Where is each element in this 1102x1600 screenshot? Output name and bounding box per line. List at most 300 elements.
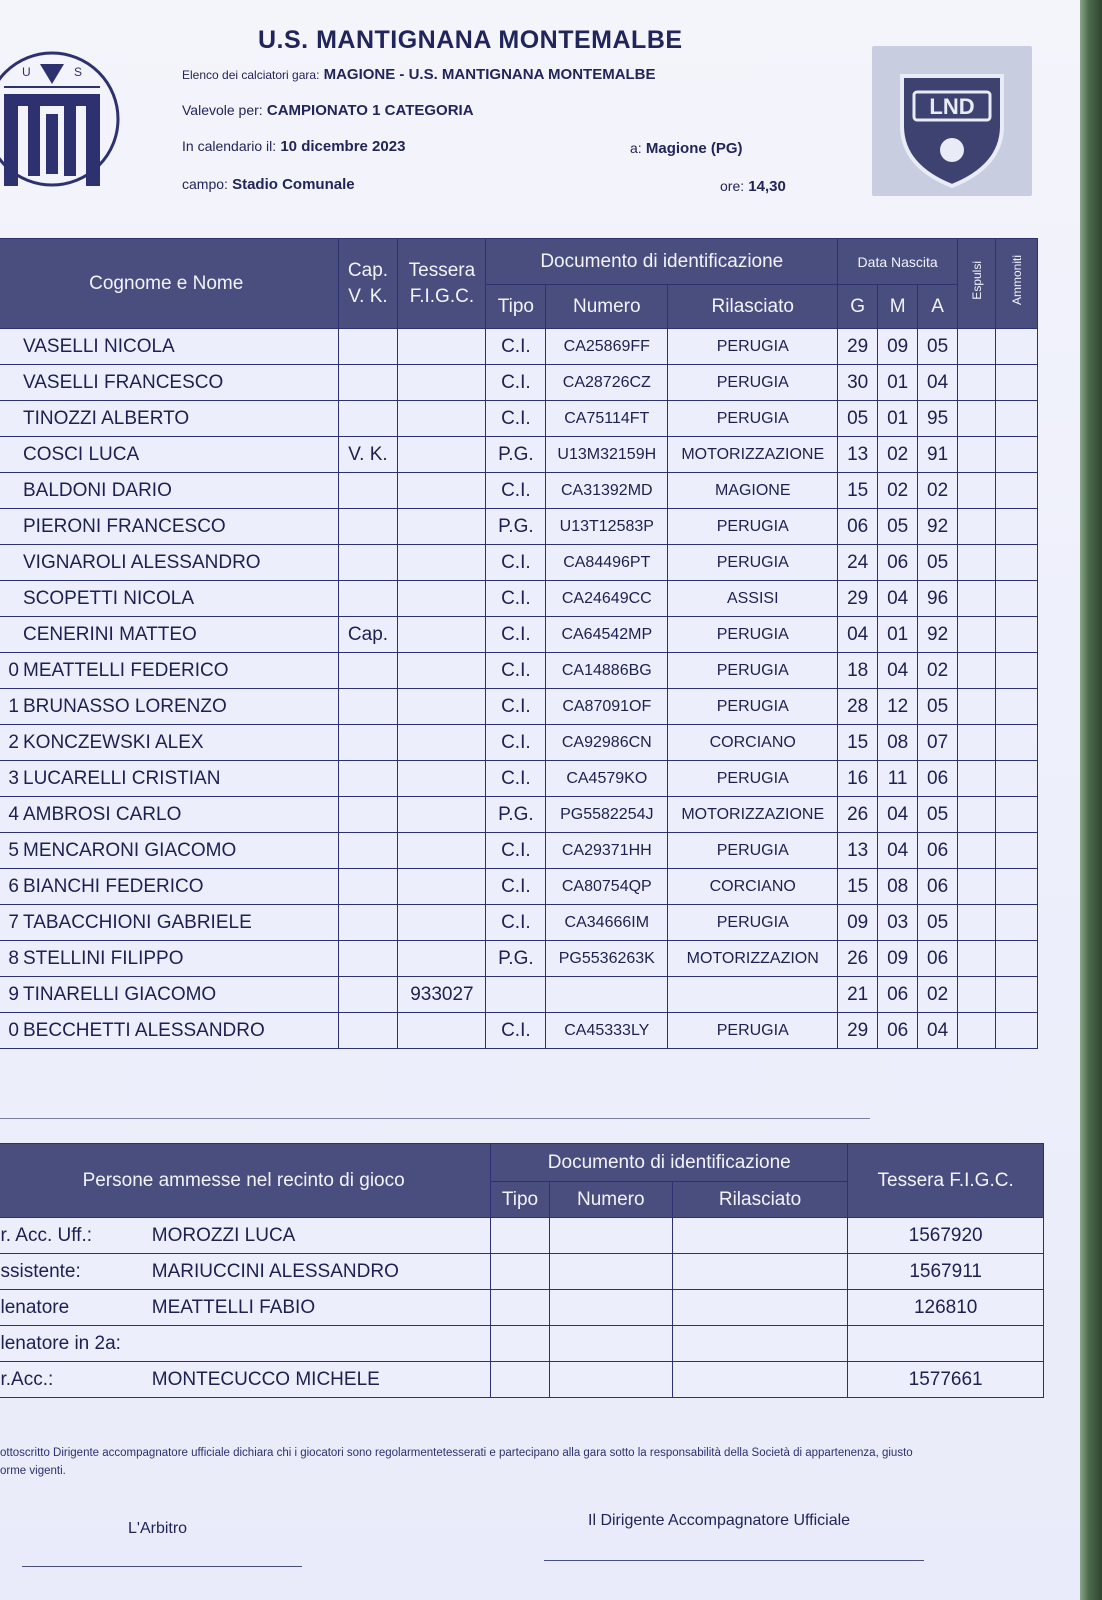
espulsi-cell xyxy=(958,1013,996,1049)
tessera-cell xyxy=(398,725,486,761)
player-name-cell xyxy=(0,473,338,509)
player-name-cell xyxy=(0,833,338,869)
cap-cell xyxy=(338,365,398,401)
espulsi-cell xyxy=(958,509,996,545)
numero-cell: CA80754QP xyxy=(546,869,668,905)
day-cell: 16 xyxy=(838,761,878,797)
table-row xyxy=(0,329,1038,365)
year-cell: 06 xyxy=(918,941,958,977)
rilasciato-cell: PERUGIA xyxy=(668,833,838,869)
staff-name-cell: MOROZZI LUCA xyxy=(148,1218,491,1254)
row-number: 0 xyxy=(8,1019,19,1041)
numero-cell xyxy=(549,1254,672,1290)
ammoniti-cell xyxy=(996,617,1038,653)
month-cell: 11 xyxy=(878,761,918,797)
col-persons-header: Persone ammesse nel recinto di gioco xyxy=(0,1144,491,1218)
table-row xyxy=(0,365,1038,401)
ammoniti-cell xyxy=(996,797,1038,833)
tipo-cell: P.G. xyxy=(486,797,546,833)
match-line: Elenco dei calciatori gara: MAGIONE - U.S. MANTIGNANA MONTEMALBE xyxy=(182,66,656,83)
player-name: BECCHETTI ALESSANDRO xyxy=(23,1019,265,1041)
day-cell: 26 xyxy=(838,797,878,833)
table-row xyxy=(0,581,1038,617)
col-m-header: M xyxy=(878,285,918,329)
espulsi-cell xyxy=(958,545,996,581)
ammoniti-cell xyxy=(996,365,1038,401)
espulsi-cell xyxy=(958,401,996,437)
year-cell: 06 xyxy=(918,761,958,797)
col-rilasciato-header-2: Rilasciato xyxy=(672,1182,848,1218)
player-name-cell xyxy=(0,941,338,977)
espulsi-cell xyxy=(958,977,996,1013)
rilasciato-cell: PERUGIA xyxy=(668,905,838,941)
player-name-cell xyxy=(0,365,338,401)
rilasciato-cell: PERUGIA xyxy=(668,689,838,725)
col-tessera-header: Tessera F.I.G.C. xyxy=(398,239,486,329)
row-number: 6 xyxy=(8,875,19,897)
year-cell: 07 xyxy=(918,725,958,761)
ammoniti-cell xyxy=(996,581,1038,617)
numero-cell: CA4579KO xyxy=(546,761,668,797)
player-name-cell xyxy=(0,401,338,437)
espulsi-cell xyxy=(958,833,996,869)
players-table xyxy=(0,238,1038,1049)
day-cell: 28 xyxy=(838,689,878,725)
rilasciato-cell xyxy=(672,1218,848,1254)
ammoniti-cell xyxy=(996,941,1038,977)
player-name-cell xyxy=(0,905,338,941)
tipo-cell: C.I. xyxy=(486,905,546,941)
day-cell: 26 xyxy=(838,941,878,977)
player-name-cell xyxy=(0,581,338,617)
rilasciato-cell xyxy=(668,977,838,1013)
rilasciato-cell: MOTORIZZAZIONE xyxy=(668,437,838,473)
table-row xyxy=(0,1013,1038,1049)
player-name: BALDONI DARIO xyxy=(23,479,172,501)
cap-cell xyxy=(338,581,398,617)
tipo-cell: P.G. xyxy=(486,941,546,977)
month-cell: 02 xyxy=(878,473,918,509)
numero-cell xyxy=(549,1326,672,1362)
day-cell: 29 xyxy=(838,1013,878,1049)
player-name: SCOPETTI NICOLA xyxy=(23,587,195,609)
player-name-cell xyxy=(0,725,338,761)
day-cell: 29 xyxy=(838,581,878,617)
staff-row xyxy=(0,1362,1044,1398)
player-name: MENCARONI GIACOMO xyxy=(23,839,237,861)
cap-cell xyxy=(338,797,398,833)
rilasciato-cell: PERUGIA xyxy=(668,329,838,365)
tipo-cell xyxy=(486,977,546,1013)
tessera-cell xyxy=(398,905,486,941)
numero-cell xyxy=(546,977,668,1013)
col-espulsi-header: Espulsi xyxy=(958,239,996,329)
year-cell: 95 xyxy=(918,401,958,437)
col-tipo-header: Tipo xyxy=(486,285,546,329)
ammoniti-cell xyxy=(996,509,1038,545)
referee-signature-label: L'Arbitro xyxy=(128,1520,188,1537)
staff-row xyxy=(0,1290,1044,1326)
numero-cell: PG5536263K xyxy=(546,941,668,977)
col-cap-header: Cap. V. K. xyxy=(338,239,398,329)
month-cell: 12 xyxy=(878,689,918,725)
player-name-cell xyxy=(0,545,338,581)
player-name: VASELLI NICOLA xyxy=(23,335,175,357)
tessera-cell xyxy=(398,545,486,581)
rilasciato-cell xyxy=(672,1326,848,1362)
ammoniti-cell xyxy=(996,437,1038,473)
background-edge xyxy=(1080,0,1102,1600)
declaration-text: ottoscritto Dirigente accompagnatore ufficiale dichiara chi i giocatori sono regolarmentetesserati e partecipano alla gara sotto la responsabilità della Società di appartenenza, giusto orme vigenti. xyxy=(0,1447,913,1477)
tessera-cell xyxy=(398,473,486,509)
day-cell: 15 xyxy=(838,869,878,905)
table-row xyxy=(0,617,1038,653)
cap-cell: Cap. xyxy=(338,617,398,653)
espulsi-cell xyxy=(958,905,996,941)
tipo-cell: C.I. xyxy=(486,725,546,761)
col-rilasciato-header: Rilasciato xyxy=(668,285,838,329)
table-row xyxy=(0,509,1038,545)
col-numero-header-2: Numero xyxy=(549,1182,672,1218)
tessera-cell xyxy=(398,761,486,797)
player-name-cell xyxy=(0,437,338,473)
cap-cell xyxy=(338,725,398,761)
day-cell: 30 xyxy=(838,365,878,401)
cap-cell xyxy=(338,977,398,1013)
year-cell: 92 xyxy=(918,509,958,545)
staff-name-cell: MONTECUCCO MICHELE xyxy=(148,1362,491,1398)
day-cell: 24 xyxy=(838,545,878,581)
tessera-cell xyxy=(398,797,486,833)
col-a-header: A xyxy=(918,285,958,329)
espulsi-cell xyxy=(958,689,996,725)
year-cell: 06 xyxy=(918,869,958,905)
tipo-cell: C.I. xyxy=(486,581,546,617)
tessera-cell xyxy=(398,653,486,689)
table-row xyxy=(0,437,1038,473)
day-cell: 04 xyxy=(838,617,878,653)
numero-cell: CA25869FF xyxy=(546,329,668,365)
tessera-cell xyxy=(848,1326,1044,1362)
ammoniti-cell xyxy=(996,869,1038,905)
table-row xyxy=(0,905,1038,941)
rilasciato-cell: PERUGIA xyxy=(668,365,838,401)
tessera-cell xyxy=(398,365,486,401)
ammoniti-cell xyxy=(996,329,1038,365)
table-row xyxy=(0,401,1038,437)
month-cell: 04 xyxy=(878,653,918,689)
cap-cell xyxy=(338,689,398,725)
col-g-header: G xyxy=(838,285,878,329)
time-line: ore: 14,30 xyxy=(720,178,786,195)
player-name-cell xyxy=(0,689,338,725)
year-cell: 02 xyxy=(918,473,958,509)
month-cell: 06 xyxy=(878,977,918,1013)
row-number: 8 xyxy=(8,947,19,969)
cap-cell xyxy=(338,941,398,977)
month-cell: 02 xyxy=(878,437,918,473)
tipo-cell: C.I. xyxy=(486,833,546,869)
tessera-cell xyxy=(398,437,486,473)
numero-cell: CA87091OF xyxy=(546,689,668,725)
divider-line xyxy=(0,1118,870,1119)
month-cell: 09 xyxy=(878,941,918,977)
cap-cell xyxy=(338,401,398,437)
tipo-cell: P.G. xyxy=(486,509,546,545)
table-row xyxy=(0,761,1038,797)
numero-cell: CA84496PT xyxy=(546,545,668,581)
championship-line: Valevole per: CAMPIONATO 1 CATEGORIA xyxy=(182,102,474,119)
role-cell: lenatore in 2a: xyxy=(0,1326,148,1362)
player-name-cell xyxy=(0,797,338,833)
player-name: TABACCHIONI GABRIELE xyxy=(23,911,252,933)
table-row xyxy=(0,833,1038,869)
rilasciato-cell: PERUGIA xyxy=(668,653,838,689)
day-cell: 15 xyxy=(838,473,878,509)
tessera-cell xyxy=(398,401,486,437)
tessera-cell xyxy=(398,617,486,653)
staff-table xyxy=(0,1143,1044,1398)
rilasciato-cell: PERUGIA xyxy=(668,761,838,797)
espulsi-cell xyxy=(958,761,996,797)
role-cell: r. Acc. Uff.: xyxy=(0,1218,148,1254)
player-name: VIGNAROLI ALESSANDRO xyxy=(23,551,261,573)
ammoniti-cell xyxy=(996,725,1038,761)
tipo-cell xyxy=(491,1254,550,1290)
club-title: U.S. MANTIGNANA MONTEMALBE xyxy=(258,26,683,54)
year-cell: 05 xyxy=(918,329,958,365)
rilasciato-cell: MAGIONE xyxy=(668,473,838,509)
espulsi-cell xyxy=(958,473,996,509)
rilasciato-cell: MOTORIZZAZION xyxy=(668,941,838,977)
col-birth-header: Data Nascita xyxy=(838,239,958,285)
lnd-logo xyxy=(872,46,1032,196)
tessera-cell: 933027 xyxy=(398,977,486,1013)
row-number: 5 xyxy=(8,839,19,861)
ammoniti-cell xyxy=(996,905,1038,941)
ammoniti-cell xyxy=(996,761,1038,797)
rilasciato-cell xyxy=(672,1362,848,1398)
rilasciato-cell: CORCIANO xyxy=(668,725,838,761)
player-name: KONCZEWSKI ALEX xyxy=(23,731,204,753)
rilasciato-cell: PERUGIA xyxy=(668,545,838,581)
numero-cell xyxy=(549,1362,672,1398)
cap-cell xyxy=(338,833,398,869)
tessera-cell xyxy=(398,941,486,977)
month-cell: 04 xyxy=(878,833,918,869)
rilasciato-cell: PERUGIA xyxy=(668,1013,838,1049)
espulsi-cell xyxy=(958,797,996,833)
numero-cell xyxy=(549,1290,672,1326)
staff-row xyxy=(0,1218,1044,1254)
cap-cell xyxy=(338,329,398,365)
month-cell: 08 xyxy=(878,869,918,905)
tessera-cell xyxy=(398,329,486,365)
month-cell: 04 xyxy=(878,581,918,617)
tipo-cell: C.I. xyxy=(486,473,546,509)
tipo-cell: P.G. xyxy=(486,437,546,473)
player-name: TINARELLI GIACOMO xyxy=(23,983,217,1005)
ammoniti-cell xyxy=(996,689,1038,725)
role-cell: lenatore xyxy=(0,1290,148,1326)
rilasciato-cell xyxy=(672,1290,848,1326)
tipo-cell: C.I. xyxy=(486,329,546,365)
row-number: 4 xyxy=(8,803,19,825)
day-cell: 15 xyxy=(838,725,878,761)
player-name: MEATTELLI FEDERICO xyxy=(23,659,229,681)
row-number: 9 xyxy=(8,983,19,1005)
place-line: a: Magione (PG) xyxy=(630,140,743,157)
espulsi-cell xyxy=(958,725,996,761)
staff-row xyxy=(0,1326,1044,1362)
year-cell: 02 xyxy=(918,977,958,1013)
tessera-cell xyxy=(398,581,486,617)
rilasciato-cell: CORCIANO xyxy=(668,869,838,905)
numero-cell: U13M32159H xyxy=(546,437,668,473)
ammoniti-cell xyxy=(996,977,1038,1013)
player-name-cell xyxy=(0,653,338,689)
month-cell: 01 xyxy=(878,365,918,401)
day-cell: 09 xyxy=(838,905,878,941)
numero-cell: CA45333LY xyxy=(546,1013,668,1049)
cap-cell xyxy=(338,545,398,581)
player-name: AMBROSI CARLO xyxy=(23,803,182,825)
numero-cell: CA24649CC xyxy=(546,581,668,617)
tessera-cell xyxy=(398,833,486,869)
tipo-cell xyxy=(491,1326,550,1362)
table-row xyxy=(0,689,1038,725)
table-row xyxy=(0,473,1038,509)
rilasciato-cell xyxy=(672,1254,848,1290)
cap-cell xyxy=(338,653,398,689)
player-name-cell xyxy=(0,869,338,905)
espulsi-cell xyxy=(958,329,996,365)
ammoniti-cell xyxy=(996,1013,1038,1049)
ammoniti-cell xyxy=(996,401,1038,437)
numero-cell: CA92986CN xyxy=(546,725,668,761)
rilasciato-cell: PERUGIA xyxy=(668,401,838,437)
tessera-cell xyxy=(398,1013,486,1049)
tipo-cell: C.I. xyxy=(486,365,546,401)
day-cell: 13 xyxy=(838,833,878,869)
player-name: LUCARELLI CRISTIAN xyxy=(23,767,221,789)
tipo-cell: C.I. xyxy=(486,761,546,797)
year-cell: 91 xyxy=(918,437,958,473)
ammoniti-cell xyxy=(996,653,1038,689)
table-row xyxy=(0,725,1038,761)
numero-cell: CA29371HH xyxy=(546,833,668,869)
espulsi-cell xyxy=(958,365,996,401)
month-cell: 03 xyxy=(878,905,918,941)
player-name-cell xyxy=(0,1013,338,1049)
tipo-cell xyxy=(491,1362,550,1398)
ammoniti-cell xyxy=(996,545,1038,581)
player-name-cell xyxy=(0,329,338,365)
row-number: 0 xyxy=(8,659,19,681)
numero-cell: U13T12583P xyxy=(546,509,668,545)
numero-cell: CA14886BG xyxy=(546,653,668,689)
col-name-header: Cognome e Nome xyxy=(0,239,338,329)
numero-cell: CA34666IM xyxy=(546,905,668,941)
cap-cell xyxy=(338,509,398,545)
year-cell: 96 xyxy=(918,581,958,617)
year-cell: 05 xyxy=(918,797,958,833)
cap-cell xyxy=(338,473,398,509)
col-doc-header-2: Documento di identificazione xyxy=(491,1144,848,1182)
table-row xyxy=(0,797,1038,833)
numero-cell: CA64542MP xyxy=(546,617,668,653)
player-name: CENERINI MATTEO xyxy=(23,623,197,645)
col-ammoniti-header: Ammoniti xyxy=(996,239,1038,329)
day-cell: 21 xyxy=(838,977,878,1013)
month-cell: 09 xyxy=(878,329,918,365)
field-line: campo: Stadio Comunale xyxy=(182,176,355,193)
month-cell: 01 xyxy=(878,401,918,437)
player-name: VASELLI FRANCESCO xyxy=(23,371,224,393)
tessera-cell: 1567920 xyxy=(848,1218,1044,1254)
numero-cell: CA31392MD xyxy=(546,473,668,509)
staff-name-cell xyxy=(148,1326,491,1362)
row-number: 2 xyxy=(8,731,19,753)
player-name: BIANCHI FEDERICO xyxy=(23,875,204,897)
table-row xyxy=(0,941,1038,977)
club-logo xyxy=(0,44,130,194)
rilasciato-cell: PERUGIA xyxy=(668,509,838,545)
col-numero-header: Numero xyxy=(546,285,668,329)
cap-cell xyxy=(338,869,398,905)
year-cell: 04 xyxy=(918,1013,958,1049)
numero-cell: CA75114FT xyxy=(546,401,668,437)
tessera-cell: 126810 xyxy=(848,1290,1044,1326)
svg-text:U: U xyxy=(22,65,31,79)
day-cell: 05 xyxy=(838,401,878,437)
month-cell: 05 xyxy=(878,509,918,545)
table-row xyxy=(0,869,1038,905)
cap-cell: V. K. xyxy=(338,437,398,473)
player-name: STELLINI FILIPPO xyxy=(23,947,184,969)
table-row xyxy=(0,977,1038,1013)
svg-text:S: S xyxy=(74,65,83,79)
official-signature-label: Il Dirigente Accompagnatore Ufficiale xyxy=(588,1512,851,1529)
rilasciato-cell: PERUGIA xyxy=(668,617,838,653)
tipo-cell: C.I. xyxy=(486,689,546,725)
month-cell: 08 xyxy=(878,725,918,761)
row-number: 7 xyxy=(8,911,19,933)
year-cell: 05 xyxy=(918,905,958,941)
espulsi-cell xyxy=(958,581,996,617)
player-name-cell xyxy=(0,509,338,545)
player-name-cell xyxy=(0,617,338,653)
tipo-cell: C.I. xyxy=(486,869,546,905)
staff-row xyxy=(0,1254,1044,1290)
tipo-cell xyxy=(491,1290,550,1326)
month-cell: 04 xyxy=(878,797,918,833)
rilasciato-cell: ASSISI xyxy=(668,581,838,617)
year-cell: 05 xyxy=(918,545,958,581)
role-cell: r.Acc.: xyxy=(0,1362,148,1398)
cap-cell xyxy=(338,1013,398,1049)
espulsi-cell xyxy=(958,869,996,905)
table-row xyxy=(0,545,1038,581)
row-number: 1 xyxy=(8,695,19,717)
espulsi-cell xyxy=(958,437,996,473)
day-cell: 18 xyxy=(838,653,878,689)
cap-cell xyxy=(338,905,398,941)
table-row xyxy=(0,653,1038,689)
tipo-cell: C.I. xyxy=(486,653,546,689)
row-number: 3 xyxy=(8,767,19,789)
player-name: BRUNASSO LORENZO xyxy=(23,695,227,717)
